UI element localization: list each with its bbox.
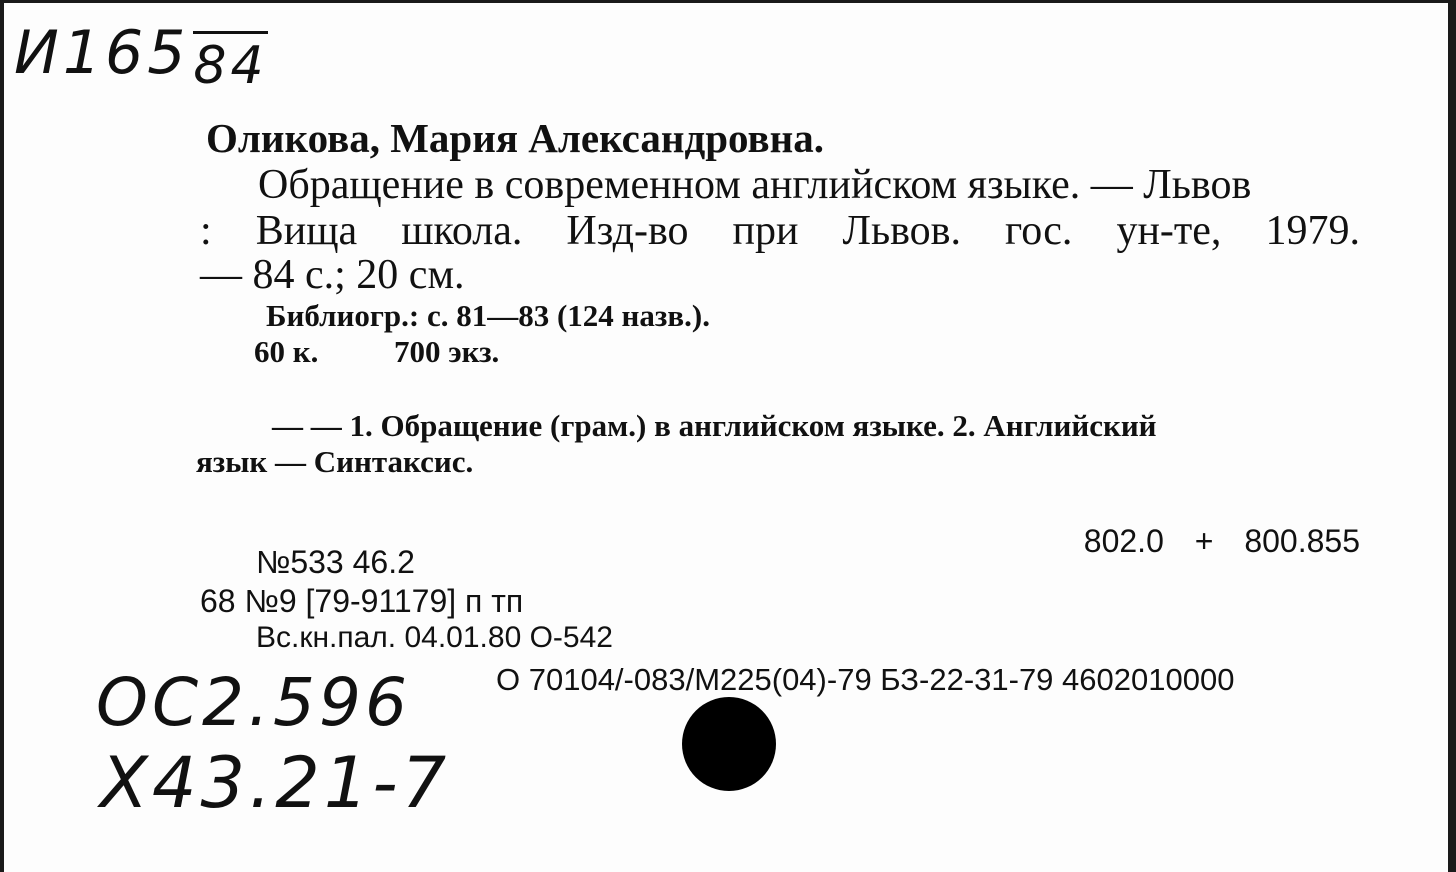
book-chamber-line: Вс.кн.пал. 04.01.80 О-542 — [256, 621, 613, 654]
title-line-1: Обращение в современном английском языке. — Львов — [258, 162, 1252, 208]
print-run: 700 экз. — [394, 334, 500, 369]
handwritten-shelfmark — [14, 18, 268, 96]
title-word: ун-те, — [1116, 208, 1222, 254]
title-word: 1979. — [1265, 208, 1360, 254]
price: 60 к. — [254, 334, 319, 369]
subject-headings-line-1: — — 1. Обращение (грам.) в английском языке. 2. Английский — [272, 408, 1157, 443]
bibliography-note: Библиогр.: с. 81—83 (124 назв.). — [266, 298, 710, 333]
handwritten-class-mark-2: Х43.21-7 — [100, 742, 451, 824]
card-right-edge — [1448, 0, 1456, 872]
author-heading: Оликова, Мария Александровна. — [206, 115, 825, 161]
udc-index: 802.0 + 800.855 — [1083, 523, 1360, 559]
price-index-line: О 70104/-083/М225(04)-79 БЗ-22-31-79 4602010000 — [496, 662, 1235, 697]
handwritten-class-mark-1: ОС2.596 — [96, 664, 411, 741]
subject-headings-line-2: язык — Синтаксис. — [196, 444, 474, 479]
title-word: : — [200, 208, 212, 254]
title-word: школа. — [401, 208, 523, 254]
title-line-3: — 84 с.; 20 см. — [200, 252, 465, 298]
title-line-2 — [200, 210, 1360, 252]
title-word: Львов. — [842, 208, 962, 254]
handwritten-shelfmark-main: И165 — [14, 18, 190, 88]
title-word: Изд-во — [566, 208, 689, 254]
title-word: при — [732, 208, 799, 254]
card-top-edge — [0, 0, 1456, 3]
card-order-line: 68 №9 [79-91179] п тп — [200, 583, 524, 619]
punch-hole — [682, 697, 776, 791]
title-word: Вища — [255, 208, 358, 254]
card-left-edge — [0, 0, 4, 872]
handwritten-shelfmark-fraction — [193, 31, 267, 96]
title-word: гос. — [1005, 208, 1073, 254]
handwritten-fraction-number: 84 — [193, 36, 268, 96]
card-number: №533 46.2 — [256, 544, 415, 580]
